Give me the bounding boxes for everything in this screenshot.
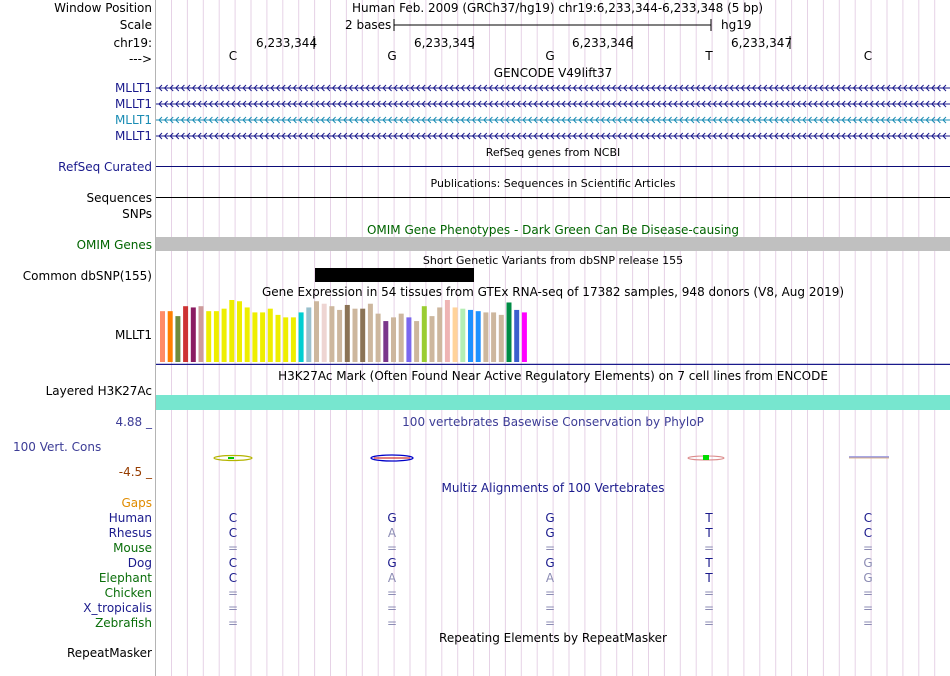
gtex-gene-label[interactable]: MLLT1 xyxy=(114,328,152,342)
gencode-transcript xyxy=(156,133,950,139)
gtex-tissue-bar xyxy=(291,317,296,362)
gencode-gene-label[interactable]: MLLT1 xyxy=(114,81,152,95)
gtex-tissue-bar xyxy=(499,315,504,362)
alignment-base: G xyxy=(863,556,873,570)
alignment-base: = xyxy=(703,616,715,630)
gtex-tissue-bar xyxy=(245,307,250,362)
gencode-transcript xyxy=(156,85,950,91)
alignment-base: A xyxy=(545,571,555,585)
gtex-tissue-bar xyxy=(360,309,365,362)
phylop-min-label: -4.5 _ xyxy=(118,465,152,479)
gtex-tissue-bar xyxy=(268,309,273,362)
omim-gene-bar[interactable] xyxy=(156,237,950,251)
multiz-track-title: Multiz Alignments of 100 Vertebrates xyxy=(441,481,665,495)
alignment-base: G xyxy=(545,526,555,540)
assembly-position-text: Human Feb. 2009 (GRCh37/hg19) chr19:6,233,344-6,233,348 (5 bp) xyxy=(352,1,764,15)
gtex-tissue-bar xyxy=(345,305,350,362)
alignment-base: = xyxy=(386,586,398,600)
species-label[interactable]: Chicken xyxy=(104,586,152,600)
refseq-track-title: RefSeq genes from NCBI xyxy=(485,146,621,159)
alignment-base: = xyxy=(544,541,556,555)
alignment-base: = xyxy=(703,586,715,600)
alignment-base: G xyxy=(863,571,873,585)
alignment-base: = xyxy=(386,616,398,630)
scale-label[interactable]: Scale xyxy=(119,18,152,32)
strand-label[interactable]: ---> xyxy=(128,52,152,66)
gtex-tissue-bar xyxy=(491,312,496,362)
h3k27ac-track-title: H3K27Ac Mark (Often Found Near Active Regulatory Elements) on 7 cell lines from ENCODE xyxy=(278,369,828,383)
gtex-tissue-bar xyxy=(237,301,242,362)
alignment-base: = xyxy=(227,586,239,600)
gtex-tissue-bar xyxy=(276,315,281,362)
tick-label: 6,233,345 xyxy=(414,36,476,50)
gtex-tissue-bar xyxy=(283,317,288,362)
base-letter: G xyxy=(545,49,555,63)
alignment-base: = xyxy=(386,601,398,615)
tick-label: 6,233,347 xyxy=(731,36,793,50)
species-label[interactable]: Elephant xyxy=(98,571,152,585)
phylop-max-label: 4.88 _ xyxy=(115,415,152,429)
gtex-tissue-bar xyxy=(514,310,519,362)
alignment-base: G xyxy=(387,556,397,570)
gtex-tissue-bar xyxy=(329,306,334,362)
species-label[interactable]: Dog xyxy=(127,556,152,570)
gtex-tissue-bar xyxy=(430,316,435,362)
dbsnp-label[interactable]: Common dbSNP(155) xyxy=(22,269,152,283)
alignment-base: G xyxy=(387,511,397,525)
gtex-tissue-bar xyxy=(322,304,327,362)
gtex-tissue-bar xyxy=(260,312,265,362)
alignment-base: = xyxy=(544,601,556,615)
alignment-base: C xyxy=(228,556,238,570)
gtex-tissue-bar xyxy=(191,307,196,362)
alignment-base: = xyxy=(862,601,874,615)
alignment-base: = xyxy=(227,541,239,555)
gtex-tissue-bar xyxy=(252,312,257,362)
chrom-label[interactable]: chr19: xyxy=(113,36,152,50)
gtex-tissue-bar xyxy=(206,311,211,362)
gtex-tissue-bar xyxy=(168,311,173,362)
alignment-base: = xyxy=(386,541,398,555)
phylop-track-title: 100 vertebrates Basewise Conservation by PhyloP xyxy=(402,415,704,429)
gtex-tissue-bar xyxy=(399,314,404,362)
gtex-tissue-bar xyxy=(299,312,304,362)
gtex-tissue-bar xyxy=(445,300,450,362)
alignment-base: C xyxy=(228,571,238,585)
gtex-tissue-bar xyxy=(229,300,234,362)
species-label[interactable]: Human xyxy=(108,511,152,525)
gtex-tissue-bar xyxy=(368,304,373,362)
tick-label: 6,233,344 xyxy=(256,36,318,50)
gencode-transcripts[interactable] xyxy=(156,80,950,144)
phylop-mark xyxy=(214,456,252,461)
phylop-mark xyxy=(849,457,889,458)
phylop-mark xyxy=(371,455,413,461)
alignment-base: = xyxy=(544,616,556,630)
omim-label[interactable]: OMIM Genes xyxy=(76,238,152,252)
alignment-base: A xyxy=(387,526,397,540)
base-letter: T xyxy=(705,49,713,63)
gtex-tissue-bar xyxy=(391,317,396,362)
alignment-base: = xyxy=(227,601,239,615)
base-letter: C xyxy=(228,49,238,63)
dbsnp-variant-bar[interactable] xyxy=(315,268,474,282)
gencode-transcript xyxy=(156,101,950,107)
repeatmasker-label[interactable]: RepeatMasker xyxy=(66,646,152,660)
alignment-base: T xyxy=(705,526,713,540)
gtex-tissue-bar xyxy=(214,311,219,362)
species-label[interactable]: Rhesus xyxy=(108,526,152,540)
alignment-base: T xyxy=(705,571,713,585)
scale-bar-text: 2 bases xyxy=(345,18,392,32)
alignment-base: T xyxy=(705,556,713,570)
species-label[interactable]: X_tropicalis xyxy=(83,601,152,615)
alignment-base: C xyxy=(228,526,238,540)
phylop-wiggle[interactable] xyxy=(156,448,950,468)
snps-label[interactable]: SNPs xyxy=(122,207,152,221)
alignment-base: = xyxy=(862,616,874,630)
refseq-label[interactable]: RefSeq Curated xyxy=(58,160,152,174)
alignment-base: G xyxy=(545,556,555,570)
gtex-tissue-bar xyxy=(422,306,427,362)
gtex-tissue-bar xyxy=(383,321,388,362)
alignment-base: = xyxy=(703,541,715,555)
gencode-gene-label[interactable]: MLLT1 xyxy=(114,129,152,143)
refseq-transcript-line[interactable] xyxy=(156,166,950,167)
alignment-base: G xyxy=(545,511,555,525)
repeatmasker-track-title: Repeating Elements by RepeatMasker xyxy=(439,631,667,645)
gtex-tissue-bar xyxy=(460,309,465,362)
gtex-tissue-bar xyxy=(376,314,381,362)
gtex-tissue-bar xyxy=(437,307,442,362)
gtex-tissue-bar xyxy=(406,317,411,362)
gtex-tissue-bar xyxy=(222,309,227,362)
h3k27ac-label[interactable]: Layered H3K27Ac xyxy=(45,384,152,398)
gtex-tissue-bar xyxy=(337,310,342,362)
dbsnp-track-title: Short Genetic Variants from dbSNP release 155 xyxy=(422,254,684,267)
gencode-gene-label[interactable]: MLLT1 xyxy=(114,97,152,111)
gtex-tissue-bar xyxy=(314,301,319,362)
gtex-tissue-bar xyxy=(483,312,488,362)
gtex-tissue-bar xyxy=(507,302,512,362)
alignment-base: C xyxy=(228,511,238,525)
gtex-tissue-bar xyxy=(453,307,458,362)
gencode-transcript xyxy=(156,117,950,123)
publications-line[interactable] xyxy=(156,197,950,198)
h3k27ac-signal[interactable] xyxy=(156,395,950,410)
publications-track-title: Publications: Sequences in Scientific Articles xyxy=(430,177,676,190)
gencode-gene-label[interactable]: MLLT1 xyxy=(114,113,152,127)
species-label[interactable]: Zebrafish xyxy=(95,616,152,630)
alignment-base: T xyxy=(705,511,713,525)
gtex-tissue-bar xyxy=(476,311,481,362)
alignment-base: = xyxy=(862,586,874,600)
gtex-tissue-bar xyxy=(175,316,180,362)
gaps-label[interactable]: Gaps xyxy=(121,496,152,510)
alignment-base: = xyxy=(227,616,239,630)
gtex-tissue-bar xyxy=(522,312,527,362)
alignment-base: C xyxy=(863,511,873,525)
window-position-label[interactable]: Window Position xyxy=(54,1,152,15)
tick-label: 6,233,346 xyxy=(572,36,634,50)
alignment-base: C xyxy=(863,526,873,540)
db-name: hg19 xyxy=(721,18,752,32)
gtex-tissue-bar xyxy=(199,306,204,362)
gtex-tissue-bar xyxy=(468,310,473,362)
base-letter: C xyxy=(863,49,873,63)
phylop-mark xyxy=(688,455,724,460)
gtex-tissue-bar xyxy=(306,307,311,362)
omim-track-title: OMIM Gene Phenotypes - Dark Green Can Be Disease-causing xyxy=(366,223,740,237)
species-label[interactable]: Mouse xyxy=(113,541,152,555)
alignment-base: = xyxy=(862,541,874,555)
gtex-tissue-bar xyxy=(414,321,419,362)
gencode-track-title: GENCODE V49lift37 xyxy=(493,66,613,80)
base-letter: G xyxy=(387,49,397,63)
publications-label[interactable]: Sequences xyxy=(86,191,152,205)
gtex-bar-chart[interactable] xyxy=(156,299,950,365)
gtex-tissue-bar xyxy=(160,311,165,362)
scale-bar xyxy=(393,17,713,33)
gtex-tissue-bar xyxy=(353,309,358,362)
gtex-track-title: Gene Expression in 54 tissues from GTEx RNA-seq of 17382 samples, 948 donors (V8, Aug 2019) xyxy=(261,285,845,299)
phylop-label[interactable]: 100 Vert. Cons xyxy=(13,440,102,454)
alignment-base: = xyxy=(544,586,556,600)
alignment-base: = xyxy=(703,601,715,615)
gtex-tissue-bar xyxy=(183,306,188,362)
alignment-base: A xyxy=(387,571,397,585)
